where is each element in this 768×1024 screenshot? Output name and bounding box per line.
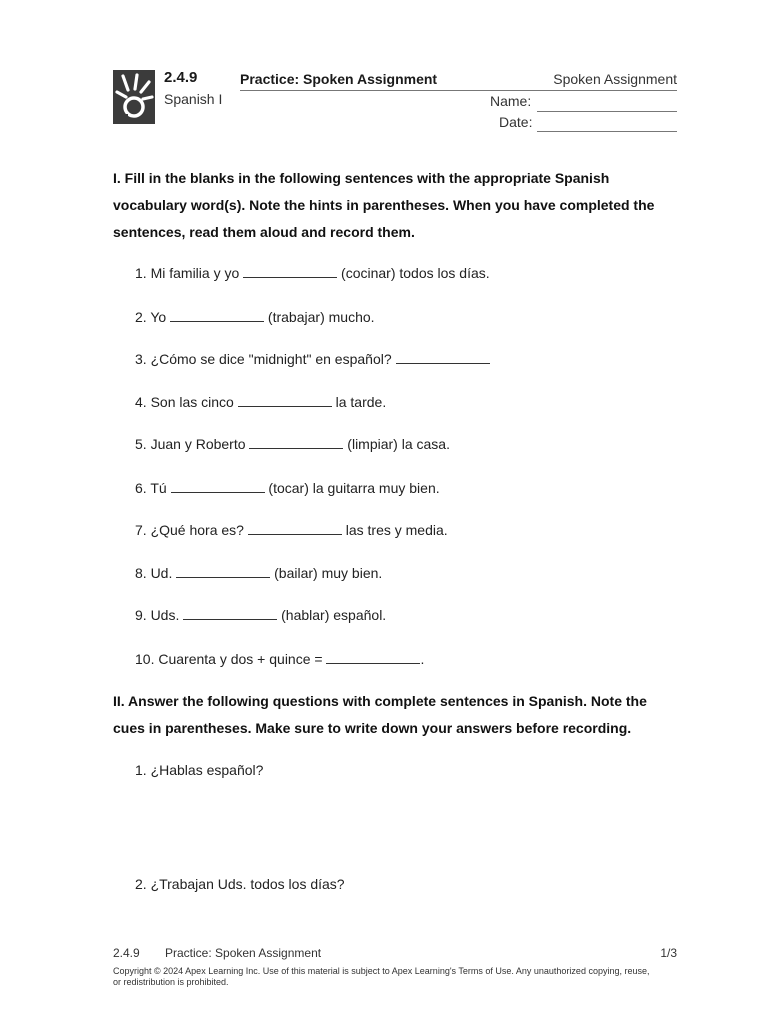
- item-text: (tocar) la guitarra muy bien.: [264, 480, 440, 496]
- fill-blank-item: [135, 351, 490, 367]
- answer-blank[interactable]: [396, 351, 490, 364]
- item-text: 9. Uds.: [135, 607, 184, 623]
- fill-blank-item: [135, 522, 448, 538]
- footer-title: Practice: Spoken Assignment: [165, 946, 322, 960]
- item-text: 3. ¿Cómo se dice "midnight" en español?: [135, 351, 396, 367]
- answer-blank[interactable]: [238, 394, 332, 407]
- answer-blank[interactable]: [243, 265, 337, 278]
- item-text: 2. Yo: [135, 309, 171, 325]
- item-text: 10. Cuarenta y dos + quince =: [135, 651, 327, 667]
- fill-blank-item: [135, 607, 386, 623]
- lesson-number: 2.4.9: [164, 69, 198, 86]
- fill-blank-item: [135, 565, 382, 581]
- item-text: 5. Juan y Roberto: [135, 436, 250, 452]
- fill-blank-item: [135, 436, 450, 452]
- footer-lesson-number: 2.4.9: [113, 946, 140, 960]
- page-number: 1/3: [660, 946, 677, 960]
- date-field[interactable]: [537, 131, 677, 132]
- practice-title: Practice: Spoken Assignment: [240, 71, 438, 87]
- answer-blank[interactable]: [249, 436, 343, 449]
- question-item: 1. ¿Hablas español?: [135, 762, 264, 778]
- fill-blank-item: [135, 394, 386, 410]
- answer-blank[interactable]: [248, 522, 342, 535]
- item-text: 7. ¿Qué hora es?: [135, 522, 248, 538]
- answer-blank[interactable]: [171, 480, 265, 493]
- item-text: 1. Mi familia y yo: [135, 265, 244, 281]
- item-text: (limpiar) la casa.: [343, 436, 450, 452]
- date-label: Date:: [499, 114, 533, 130]
- apex-logo-icon: [113, 70, 155, 124]
- fill-blank-item: [135, 309, 375, 325]
- answer-blank[interactable]: [170, 309, 264, 322]
- fill-blank-item: [135, 480, 440, 496]
- section1-instructions: I. Fill in the blanks in the following sentences with the appropriate Spanish vocabulary word(s). Note the hints in parentheses. When you have completed the sentences, read them aloud and record them.: [113, 170, 655, 240]
- question-item: 2. ¿Trabajan Uds. todos los días?: [135, 876, 345, 892]
- item-text: las tres y media.: [341, 522, 448, 538]
- copyright-notice: Copyright © 2024 Apex Learning Inc. Use of this material is subject to Apex Learning's Terms of Use. Any unauthorized copying, reuse, or redistribution is prohibited.: [113, 966, 650, 987]
- item-text: (hablar) español.: [277, 607, 387, 623]
- course-name: Spanish I: [164, 91, 223, 107]
- item-text: .: [420, 651, 425, 667]
- assignment-type: Spoken Assignment: [553, 71, 677, 87]
- name-label: Name:: [490, 93, 532, 109]
- name-field[interactable]: [537, 111, 677, 112]
- section2-instructions: II. Answer the following questions with complete sentences in Spanish. Note the cues in parentheses. Make sure to write down your answers before recording.: [113, 693, 647, 736]
- item-text: 8. Ud.: [135, 565, 177, 581]
- answer-blank[interactable]: [176, 565, 270, 578]
- answer-blank[interactable]: [326, 651, 420, 664]
- item-text: (cocinar) todos los días.: [337, 265, 490, 281]
- answer-blank[interactable]: [183, 607, 277, 620]
- item-text: (trabajar) mucho.: [264, 309, 375, 325]
- fill-blank-item: [135, 265, 490, 281]
- fill-blank-item: [135, 651, 424, 667]
- item-text: la tarde.: [331, 394, 387, 410]
- item-text: 4. Son las cinco: [135, 394, 238, 410]
- header-divider: [240, 90, 677, 91]
- item-text: (bailar) muy bien.: [270, 565, 383, 581]
- item-text: 6. Tú: [135, 480, 171, 496]
